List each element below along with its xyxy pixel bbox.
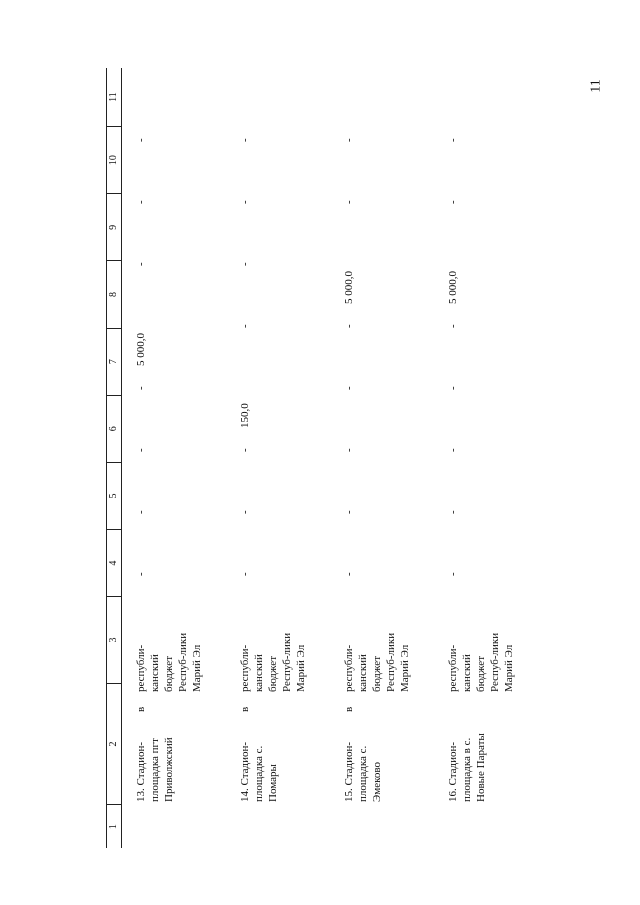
col-header: 8 [107,261,122,328]
table-row [134,68,234,848]
rotated-table-wrapper [106,68,526,848]
row-value: - [135,200,147,204]
row-name: 14. Стадион-площадка с. Помары [239,741,279,802]
col-header: 7 [107,328,122,395]
row-preposition: в [135,706,147,712]
row-value: - [135,448,147,452]
row-value: 5 000,0 [135,333,147,366]
row-value: - [343,572,355,576]
row-value: - [239,324,251,328]
row-source: республи-канский бюджет Респуб-лики Марий Эл [343,632,411,692]
col-header: 5 [107,462,122,529]
row-value: - [343,448,355,452]
row-value: - [447,200,459,204]
row-value: - [447,510,459,514]
col-header: 10 [107,127,122,194]
page-number: 11 [588,79,604,93]
row-value: - [447,324,459,328]
row-value: - [343,386,355,390]
table-row [446,68,546,848]
col-header: 4 [107,530,122,597]
row-value: - [239,572,251,576]
col-header: 11 [107,68,122,127]
row-source: республи-канский бюджет Респуб-лики Марий Эл [447,632,515,692]
row-value: - [343,138,355,142]
row-value: - [239,262,251,266]
row-preposition: в [239,706,251,712]
row-value: 150,0 [239,403,251,428]
col-header: 2 [107,683,122,804]
row-value: - [447,572,459,576]
row-value: - [447,448,459,452]
row-value: - [135,138,147,142]
row-name: 15. Стадион-площадка с. Эмеково [343,741,383,802]
row-value: - [135,510,147,514]
table-row [342,68,442,848]
row-value: - [343,510,355,514]
col-header: 3 [107,597,122,684]
col-header: 6 [107,395,122,462]
row-value: - [239,448,251,452]
row-value: - [135,262,147,266]
row-value: - [343,200,355,204]
row-value: - [447,138,459,142]
col-header: 9 [107,194,122,261]
row-value: - [135,572,147,576]
row-value: - [343,324,355,328]
row-source: республи-канский бюджет Респуб-лики Марий Эл [239,632,307,692]
row-value: - [239,510,251,514]
table-body [106,68,526,848]
row-value: - [239,138,251,142]
row-name: 13. Стадион-площадка пгт Приволжский [135,737,175,802]
row-source: республи-канский бюджет Респуб-лики Марий Эл [135,632,203,692]
row-value: - [239,200,251,204]
row-value: 5 000,0 [343,271,355,304]
row-value: - [447,386,459,390]
table-row [238,68,338,848]
col-header: 1 [107,805,122,848]
row-value: - [135,386,147,390]
row-value: 5 000,0 [447,271,459,304]
row-name: 16. Стадион-площадка в с. Новые Параты [447,733,487,802]
row-preposition: в [343,706,355,712]
